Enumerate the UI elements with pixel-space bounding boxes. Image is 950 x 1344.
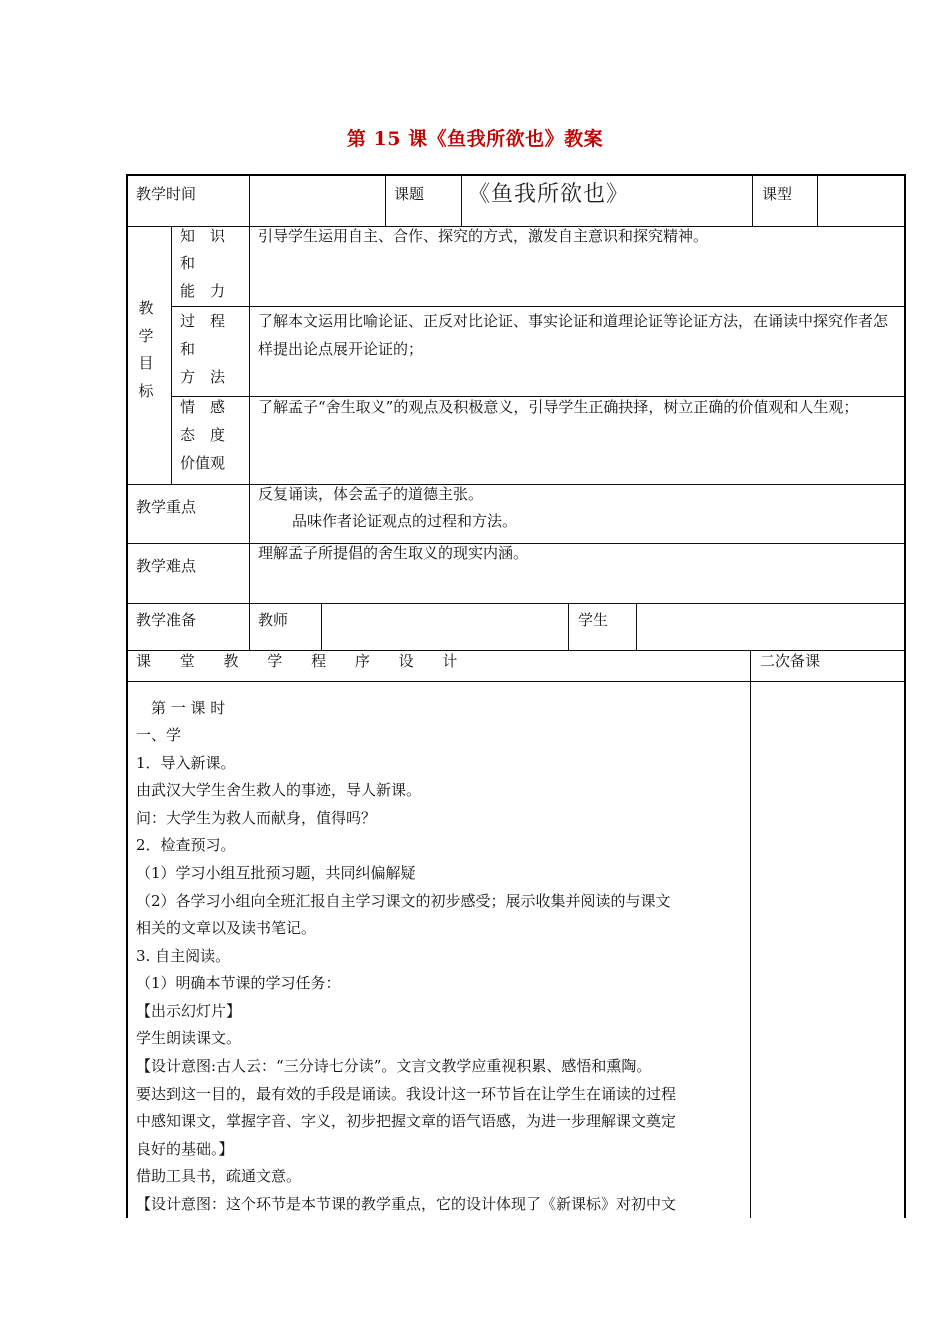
col-divider	[249, 174, 250, 226]
procedure-line: 中感知课文，掌握字音、字义，初步把握文章的语气语感，为进一步理解课文奠定	[136, 1112, 677, 1130]
procedure-line: 借助工具书，疏通文意。	[136, 1167, 302, 1185]
type-label: 课型	[762, 185, 793, 203]
procedure-line: 第 一 课 时	[136, 699, 226, 717]
key-points-line: 品味作者论证观点的过程和方法。	[292, 512, 518, 530]
procedure-line: 【设计意图：这个环节是本节课的教学重点，它的设计体现了《新课标》对初中文	[136, 1195, 677, 1213]
objective-sub-label: 价值观	[180, 454, 226, 472]
col-divider	[750, 650, 751, 1218]
procedure-line: 1．导入新课。	[136, 754, 236, 772]
topic-value: 《鱼我所欲也》	[468, 182, 630, 207]
procedure-line: 良好的基础。】	[136, 1140, 234, 1158]
teacher-label: 教师	[258, 611, 289, 629]
procedure-line: 2．检查预习。	[136, 836, 236, 854]
second-prep-label: 二次备课	[760, 652, 821, 670]
row-divider	[126, 681, 906, 682]
objective-sub-label: 能 力	[180, 282, 226, 300]
objective-sub-label: 方 法	[180, 368, 226, 386]
topic-label: 课题	[394, 185, 425, 203]
col-divider	[385, 174, 386, 226]
row-divider	[126, 484, 906, 485]
row-divider	[171, 306, 906, 307]
procedure-header: 课 堂 教 学 程 序 设 计	[136, 652, 470, 670]
col-divider	[171, 226, 172, 484]
procedure-line: 学生朗读课文。	[136, 1029, 242, 1047]
col-divider	[568, 603, 569, 650]
procedure-line: 【设计意图:古人云：“三分诗七分读”。文言文教学应重视积累、感悟和熏陶。	[136, 1057, 652, 1075]
table-border-left	[126, 174, 128, 1218]
procedure-line: 要达到这一目的，最有效的手段是诵读。我设计这一环节旨在让学生在诵读的过程	[136, 1085, 677, 1103]
difficult-points-label: 教学难点	[136, 557, 197, 575]
procedure-line: （2）各学习小组向全班汇报自主学习课文的初步感受；展示收集并阅读的与课文	[136, 892, 671, 910]
col-divider	[249, 226, 250, 651]
procedure-line: （1）明确本节课的学习任务：	[136, 974, 341, 992]
procedure-line: 相关的文章以及读书笔记。	[136, 919, 317, 937]
col-divider	[461, 174, 462, 226]
time-label: 教学时间	[136, 185, 197, 203]
col-divider	[321, 603, 322, 650]
procedure-line: 【出示幻灯片】	[136, 1002, 242, 1020]
objective-sub-label: 和	[180, 254, 196, 272]
objective-sub-label: 态 度	[180, 426, 226, 444]
procedure-line: （1）学习小组互批预习题，共同纠偏解疑	[136, 864, 416, 882]
difficult-points-content: 理解孟子所提倡的舍生取义的现实内涵。	[258, 544, 529, 562]
key-points-line: 反复诵读，体会孟子的道德主张。	[258, 485, 484, 503]
procedure-line: 由武汉大学生舍生救人的事迹，导人新课。	[136, 781, 422, 799]
col-divider	[817, 174, 818, 226]
col-divider	[636, 603, 637, 650]
objective-content: 了解本文运用比喻论证、正反对比论证、事实论证和道理论证等论证方法，在诵读中探究作者怎样提出论点展开论证的；	[258, 312, 889, 358]
table-border-right	[904, 174, 906, 1218]
table-border-top	[126, 174, 906, 176]
document-title: 第 15 课《鱼我所欲也》教案	[346, 128, 604, 150]
preparation-label: 教学准备	[136, 611, 197, 629]
objective-content: 了解孟子“舍生取义”的观点及积极意义，引导学生正确抉择，树立正确的价值观和人生观；	[258, 398, 859, 416]
objective-sub-label: 知 识	[180, 227, 226, 245]
procedure-line: 问：大学生为救人而献身，值得吗？	[136, 809, 377, 827]
key-points-label: 教学重点	[136, 498, 197, 516]
row-divider	[126, 603, 906, 604]
student-label: 学生	[578, 611, 609, 629]
objective-sub-label: 和	[180, 340, 196, 358]
objective-sub-label: 过 程	[180, 312, 226, 330]
col-divider	[752, 174, 753, 226]
objective-sub-label: 情 感	[180, 398, 226, 416]
procedure-line: 一、学	[136, 726, 182, 744]
objectives-label: 教学目标	[138, 299, 154, 400]
procedure-line: 3. 自主阅读。	[136, 947, 231, 965]
objective-content: 引导学生运用自主、合作、探究的方式，激发自主意识和探究精神。	[258, 227, 709, 245]
